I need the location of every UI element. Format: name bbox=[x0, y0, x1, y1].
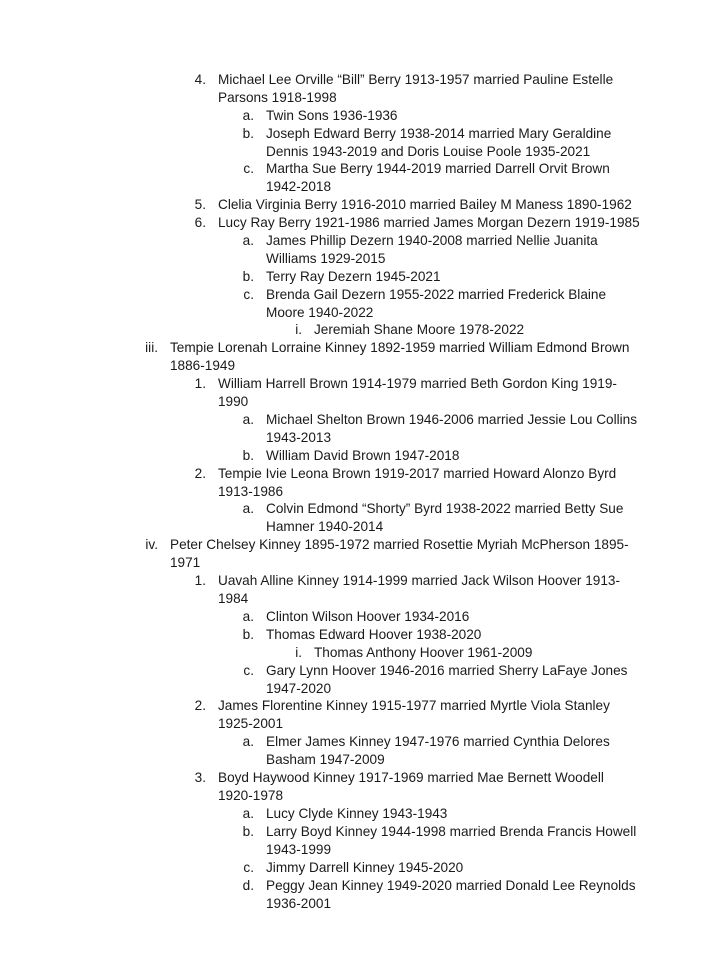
list-text: Elmer James Kinney 1947-1976 married Cynthia Delores bbox=[266, 734, 610, 749]
list-marker: b. bbox=[242, 627, 254, 642]
list-text: 1920-1978 bbox=[218, 788, 284, 803]
list-text: Gary Lynn Hoover 1946-2016 married Sherry LaFaye Jones bbox=[266, 663, 628, 678]
list-marker: iii. bbox=[145, 340, 158, 355]
list-text: Peter Chelsey Kinney 1895-1972 married Rosettie Myriah McPherson 1895- bbox=[170, 537, 629, 552]
list-marker: a. bbox=[242, 609, 254, 624]
list-text: Williams 1929-2015 bbox=[266, 251, 386, 266]
list-text: Basham 1947-2009 bbox=[266, 752, 385, 767]
list-marker: b. bbox=[242, 448, 254, 463]
list-marker: a. bbox=[242, 108, 254, 123]
list-text: Colvin Edmond “Shorty” Byrd 1938-2022 married Betty Sue bbox=[266, 501, 624, 516]
list-marker: c. bbox=[243, 860, 254, 875]
list-text: Larry Boyd Kinney 1944-1998 married Brenda Francis Howell bbox=[266, 824, 637, 839]
list-marker: c. bbox=[243, 287, 254, 302]
list-marker: i. bbox=[295, 645, 302, 660]
list-text: Parsons 1918-1998 bbox=[218, 90, 337, 105]
list-text: James Florentine Kinney 1915-1977 married Myrtle Viola Stanley bbox=[218, 698, 610, 713]
list-text: Michael Shelton Brown 1946-2006 married Jessie Lou Collins bbox=[266, 412, 638, 427]
list-marker: 5. bbox=[194, 197, 206, 212]
list-text: 1925-2001 bbox=[218, 716, 284, 731]
list-text: 1947-2020 bbox=[266, 681, 332, 696]
list-text: Boyd Haywood Kinney 1917-1969 married Mae Bernett Woodell bbox=[218, 770, 604, 785]
list-marker: b. bbox=[242, 269, 254, 284]
list-text: Twin Sons 1936-1936 bbox=[266, 108, 398, 123]
list-text: Brenda Gail Dezern 1955-2022 married Frederick Blaine bbox=[266, 287, 607, 302]
list-text: Martha Sue Berry 1944-2019 married Darrell Orvit Brown bbox=[266, 161, 610, 176]
list-marker: 2. bbox=[194, 698, 206, 713]
list-text: Lucy Clyde Kinney 1943-1943 bbox=[266, 806, 448, 821]
list-text: Clinton Wilson Hoover 1934-2016 bbox=[266, 609, 470, 624]
list-text: William Harrell Brown 1914-1979 married Beth Gordon King 1919- bbox=[218, 376, 617, 391]
list-marker: b. bbox=[242, 126, 254, 141]
list-text: Dennis 1943-2019 and Doris Louise Poole 1935-2021 bbox=[266, 144, 591, 159]
list-marker: b. bbox=[242, 824, 254, 839]
list-text: Tempie Ivie Leona Brown 1919-2017 married Howard Alonzo Byrd bbox=[218, 466, 617, 481]
list-text: Uavah Alline Kinney 1914-1999 married Jack Wilson Hoover 1913- bbox=[218, 573, 620, 588]
list-marker: 1. bbox=[194, 376, 206, 391]
list-text: 1942-2018 bbox=[266, 179, 332, 194]
list-text: Tempie Lorenah Lorraine Kinney 1892-1959 married William Edmond Brown bbox=[170, 340, 630, 355]
list-marker: c. bbox=[243, 161, 254, 176]
list-marker: a. bbox=[242, 233, 254, 248]
list-text: Joseph Edward Berry 1938-2014 married Mary Geraldine bbox=[266, 126, 612, 141]
list-text: 1913-1986 bbox=[218, 484, 284, 499]
list-text: Peggy Jean Kinney 1949-2020 married Donald Lee Reynolds bbox=[266, 878, 636, 893]
list-text: Hamner 1940-2014 bbox=[266, 519, 384, 534]
list-marker: 3. bbox=[194, 770, 206, 785]
list-text: Thomas Edward Hoover 1938-2020 bbox=[266, 627, 482, 642]
list-marker: 1. bbox=[194, 573, 206, 588]
list-marker: 4. bbox=[194, 72, 206, 87]
list-text: 1936-2001 bbox=[266, 896, 332, 911]
list-text: Jimmy Darrell Kinney 1945-2020 bbox=[266, 860, 464, 875]
list-text: William David Brown 1947-2018 bbox=[266, 448, 460, 463]
list-marker: i. bbox=[295, 322, 302, 337]
list-marker: c. bbox=[243, 663, 254, 678]
list-marker: d. bbox=[242, 878, 254, 893]
list-text: Michael Lee Orville “Bill” Berry 1913-1957 married Pauline Estelle bbox=[218, 72, 614, 87]
list-text: 1971 bbox=[170, 555, 201, 570]
list-text: Terry Ray Dezern 1945-2021 bbox=[266, 269, 441, 284]
list-text: Jeremiah Shane Moore 1978-2022 bbox=[314, 322, 525, 337]
list-text: Lucy Ray Berry 1921-1986 married James Morgan Dezern 1919-1985 bbox=[218, 215, 640, 230]
list-text: 1943-2013 bbox=[266, 430, 332, 445]
list-text: Clelia Virginia Berry 1916-2010 married Bailey M Maness 1890-1962 bbox=[218, 197, 632, 212]
list-text: Moore 1940-2022 bbox=[266, 305, 374, 320]
list-marker: a. bbox=[242, 501, 254, 516]
list-text: James Phillip Dezern 1940-2008 married Nellie Juanita bbox=[266, 233, 598, 248]
list-marker: a. bbox=[242, 412, 254, 427]
list-marker: a. bbox=[242, 806, 254, 821]
list-text: Thomas Anthony Hoover 1961-2009 bbox=[314, 645, 533, 660]
list-text: 1943-1999 bbox=[266, 842, 332, 857]
list-text: 1886-1949 bbox=[170, 358, 236, 373]
list-text: 1990 bbox=[218, 394, 249, 409]
list-text: 1984 bbox=[218, 591, 249, 606]
list-marker: iv. bbox=[145, 537, 158, 552]
list-marker: 2. bbox=[194, 466, 206, 481]
list-marker: a. bbox=[242, 734, 254, 749]
list-marker: 6. bbox=[194, 215, 206, 230]
